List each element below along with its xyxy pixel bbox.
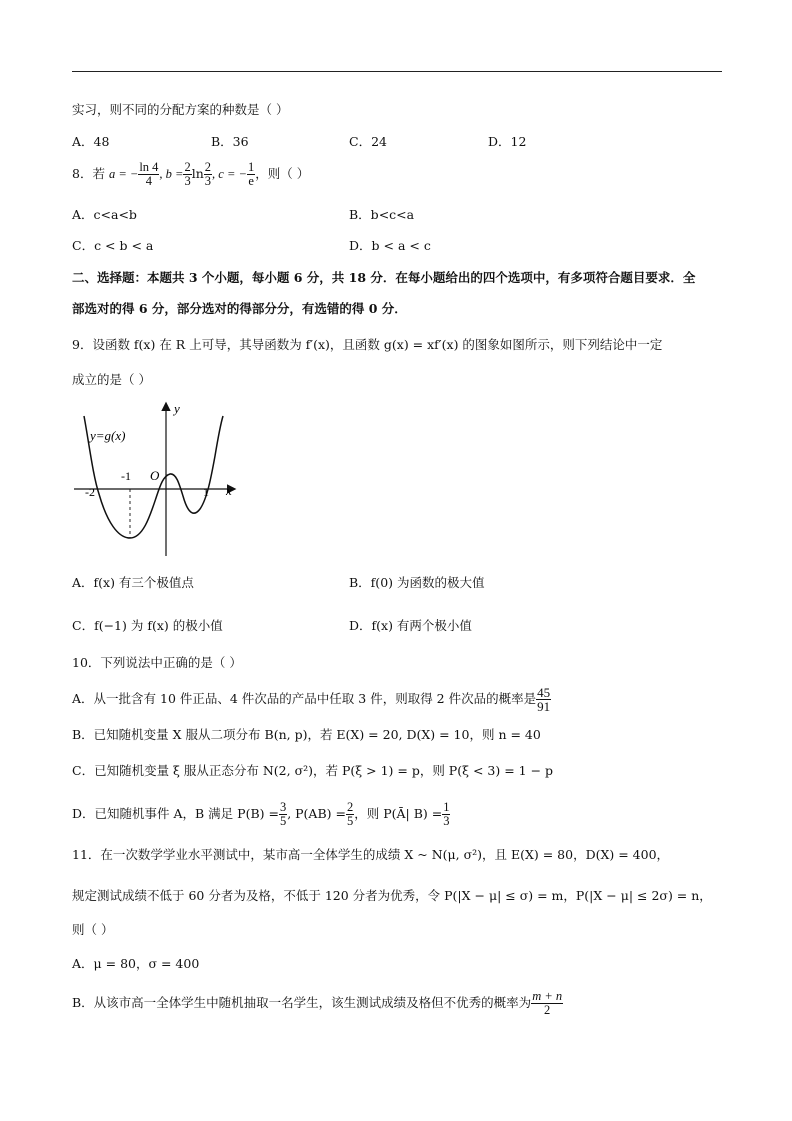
q10-option-d-text: D．已知随机事件 A，B 满足 P(B) = [72,806,279,821]
q9-stem-line1: 9．设函数 f(x) 在 R 上可导，其导函数为 f′(x)，且函数 g(x) = xf′(x) 的图象如图所示，则下列结论中一定 [72,337,663,352]
q10-d-frac2 [346,801,354,828]
q8-c-lhs: , c = − [212,167,247,181]
tick-neg1: -1 [121,469,131,483]
q7-option-c: C．24 [349,134,387,149]
q9-option-c: C．f(−1) 为 f(x) 的极小值 [72,618,223,633]
q10-d-frac1 [279,801,287,828]
q8-stem [72,161,309,188]
q9-stem-line2: 成立的是（ ） [72,372,151,387]
q10-option-d [72,801,450,828]
q10-option-d-mid: , P(AB) = [287,806,346,821]
q8-a-num: ln 4 [139,160,159,174]
origin-label: O [150,468,160,483]
x-label: x [226,483,232,498]
q10-a-num: 45 [537,685,551,700]
q10-d-d3: 3 [443,814,450,828]
q10-d-frac3 [442,801,450,828]
q7-option-d: D．12 [488,134,527,149]
q7-tail: 实习，则不同的分配方案的种数是（ ） [72,102,289,117]
q8-b-num2: 2 [204,160,212,174]
q10-option-a-fraction [536,686,551,713]
y-label: y [174,401,180,416]
q10-stem: 10．下列说法中正确的是（ ） [72,655,242,670]
q10-option-d-then: ，则 P(Ā| B) = [354,806,443,821]
section2-line1: 二、选择题：本题共 3 个小题，每小题 6 分，共 18 分．在每小题给出的四个选项中，有多项符合题目要求．全 [72,270,696,285]
q8-option-a: A．c<a<b [72,207,137,222]
q10-option-a-text: A．从一批含有 10 件正品、4 件次品的产品中任取 3 件，则取得 2 件次品的概率是 [72,691,537,706]
q11-line2: 规定测试成绩不低于 60 分者为及格，不低于 120 分者为优秀，令 P(|X − μ| ≤ σ) = m，P(|X − μ| ≤ 2σ) = n， [72,888,712,903]
q8-option-b: B．b<c<a [349,207,415,222]
q10-option-a [72,686,551,713]
q11-b-den: 2 [544,1003,551,1017]
q11-option-a: A．μ = 80，σ = 400 [72,956,200,971]
q8-b-den: 3 [184,174,191,188]
q9-option-b: B．f(0) 为函数的极大值 [349,575,485,590]
q10-d-d1: 5 [279,814,287,828]
function-label: y=g(x) [90,428,126,443]
q8-b-lhs: , b = [159,167,184,181]
q8-b-ln: ln [191,166,204,181]
q9-graph [70,398,250,560]
header-rule [72,71,722,72]
q10-option-b: B．已知随机变量 X 服从二项分布 B(n, p)，若 E(X) = 20, D(X) = 10，则 n = 40 [72,727,541,742]
q8-option-d: D．b < a < c [349,238,431,253]
q11-option-b-text: B．从该市高一全体学生中随机抽取一名学生，该生测试成绩及格但不优秀的概率为 [72,995,532,1010]
q8-c-num: 1 [247,160,255,174]
tick-neg2: -2 [85,485,95,499]
q7-option-b: B．36 [211,134,249,149]
q8-c-den: e [248,174,254,188]
q11-line1: 11．在一次数学学业水平测试中，某市高一全体学生的成绩 X ~ N(μ, σ²)，且 E(X) = 80，D(X) = 400， [72,847,670,862]
q10-a-den: 91 [537,699,551,714]
q10-option-c: C．已知随机变量 ξ 服从正态分布 N(2, σ²)，若 P(ξ > 1) = p，则 P(ξ < 3) = 1 − p [72,763,554,778]
q11-b-fraction [531,990,563,1017]
q8-b-fraction2 [204,161,212,188]
q8-prefix: 8．若 [72,166,105,181]
q11-line3: 则（ ） [72,922,114,937]
q8-c-fraction [247,161,255,188]
q10-d-d2: 5 [346,814,354,828]
q8-a-lhs: a = − [108,167,139,181]
q8-a-den: 4 [145,174,152,188]
q9-option-d: D．f(x) 有两个极小值 [349,618,472,633]
q8-suffix: ，则（ ） [255,166,310,181]
q8-b-fraction [183,161,191,188]
q9-option-a: A．f(x) 有三个极值点 [72,575,194,590]
q10-d-n1: 3 [279,800,287,814]
q11-b-num: m + n [532,989,563,1003]
q8-a-fraction [138,161,159,188]
q8-b-den2: 3 [204,174,212,188]
q10-d-n2: 2 [346,800,354,814]
tick-1: 1 [203,485,209,499]
section2-line2: 部选对的得 6 分，部分选对的得部分分，有选错的得 0 分． [72,301,407,316]
q8-b-num: 2 [184,160,191,174]
q10-d-n3: 1 [443,800,450,814]
q7-option-a: A．48 [72,134,110,149]
q11-option-b [72,990,563,1017]
q8-option-c: C．c < b < a [72,238,154,253]
